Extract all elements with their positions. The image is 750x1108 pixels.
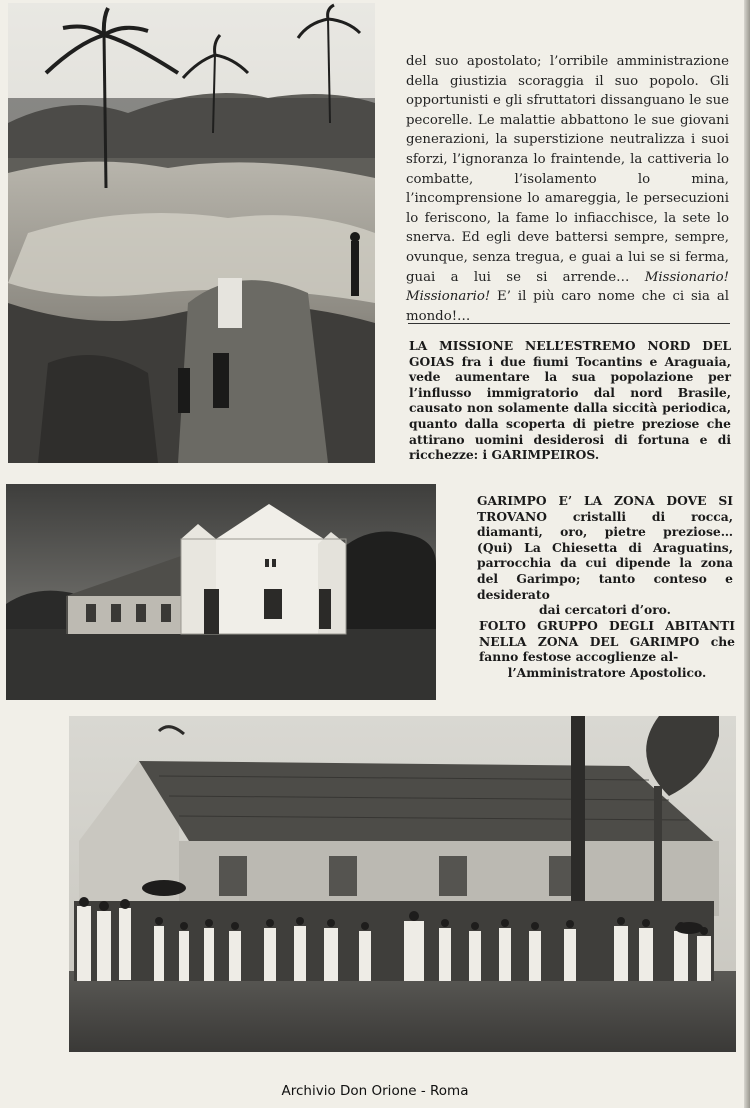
page-edge-shadow <box>744 0 750 1108</box>
intro-exclamation: Missionario! Missionario! <box>406 269 730 305</box>
intro-closing: E’ il più caro nome che ci sia al mondo!… <box>406 289 729 324</box>
crowd-garimpo-inhabitants-photo <box>69 716 736 1052</box>
archive-footer <box>0 1083 750 1099</box>
caption-garimpo-zone <box>477 493 733 618</box>
caption-garimpo-text: GARIMPO E’ LA ZONA DOVE SI TROVANO cristalli di rocca, diamanti, oro, pietre preziose… (Qui) La Chiesetta di Araguatins, parrocchia da cui dipende la zona del Garimpo; tanto conteso e desiderato <box>477 493 733 602</box>
caption-folto-end: l’Amministratore Apostolico. <box>507 664 707 680</box>
section-divider <box>408 323 730 324</box>
archive-credit: Archivio Don Orione - Roma <box>281 1083 469 1099</box>
chapel-araguatins-photo <box>6 484 436 700</box>
caption-folto-gruppo <box>479 618 735 680</box>
caption-mission-goias <box>409 338 731 463</box>
caption-garimpo-end: dai cercatori d’oro. <box>539 602 671 618</box>
intro-paragraph <box>406 52 729 326</box>
caption-mission-text: LA MISSIONE NELL’ESTREMO NORD DEL GOIAS fra i due fiumi Tocantins e Araguaia, vede aumentare la sua popolazione per l’influsso immigratorio dal nord Brasile, causato non solamente dalla siccità periodica, quanto dalla scoperta di pietre preziose che attirano uomini desiderosi di fortuna e di ricchezze: i GARIMPEIROS. <box>409 338 731 463</box>
hillside-garimpo-photo <box>8 3 375 463</box>
caption-folto-text: FOLTO GRUPPO DEGLI ABITANTI NELLA ZONA DEL GARIMPO che fanno festose accoglienze al- <box>479 618 735 665</box>
intro-paragraph-body: del suo apostolato; l’orribile amministrazione della giustizia scoraggia il suo popolo. Gli opportunisti e gli sfruttatori dissanguano le sue pecorelle. Le malattie abbattono le sue giovani generazioni, la superstizione neutralizza i suoi sforzi, l’ignoranza lo fraintende, la cattiveria lo combatte, l’isolamento lo mina, l’incomprensione lo amareggia, le persecuzioni lo feriscono, la fame lo infiacchisce, la sete lo snerva. Ed egli deve battersi sempre, sempre, ovunque, senza tregua, e guai a lui se si ferma, guai a lui se si arrende… <box>406 54 729 285</box>
